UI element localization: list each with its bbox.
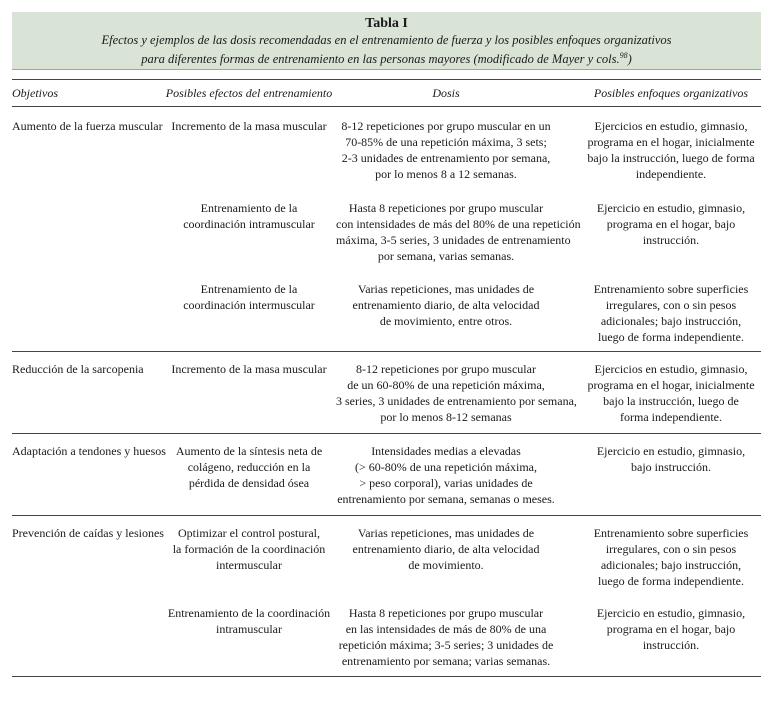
table-title: Tabla I xyxy=(365,16,408,31)
header-enfoques: Posibles enfoques organizativos xyxy=(593,86,749,100)
approach-text: luego de forma independiente. xyxy=(598,330,744,344)
dose-text: por semana, varias semanas. xyxy=(377,249,515,263)
dose-text: Intensidades medias a elevadas xyxy=(371,444,521,458)
dose-cell xyxy=(336,443,556,507)
approach-text: luego de forma independiente. xyxy=(598,574,744,588)
objective-text: Adaptación a tendones y huesos xyxy=(12,444,166,458)
header-dosis: Dosis xyxy=(432,86,460,100)
objective-cell xyxy=(12,443,166,459)
objective-cell xyxy=(12,361,162,377)
approach-text: adicionales; bajo instrucción, xyxy=(600,314,742,328)
dose-text: entrenamiento por semana; varias semanas. xyxy=(341,654,551,668)
effect-text: Aumento de la síntesis neta de xyxy=(175,444,323,458)
dose-text: 8-12 repeticiones por grupo muscular en un xyxy=(341,119,551,133)
header-top-rule xyxy=(12,79,761,80)
dose-text: por lo menos 8 a 12 semanas. xyxy=(375,167,517,181)
objective-cell xyxy=(12,118,162,134)
dose-text: (> 60-80% de una repetición máxima, xyxy=(354,460,538,474)
approach-cell xyxy=(576,443,766,475)
dose-text: Hasta 8 repeticiones por grupo muscular xyxy=(348,201,544,215)
effect-text: intramuscular xyxy=(216,622,282,636)
header-efectos: Posibles efectos del entrenamiento xyxy=(165,86,333,100)
dose-text: Hasta 8 repeticiones por grupo muscular xyxy=(348,606,544,620)
objective-cell xyxy=(12,525,162,541)
dose-text: repetición máxima; 3-5 series; 3 unidades de xyxy=(338,638,554,652)
approach-text: instrucción. xyxy=(642,233,700,247)
effect-text: Entrenamiento de la coordinación xyxy=(167,606,331,620)
approach-text: adicionales; bajo instrucción, xyxy=(600,558,742,572)
dose-text: 2-3 unidades de entrenamiento por semana, xyxy=(341,151,551,165)
dose-text: por lo menos 8-12 semanas xyxy=(380,410,512,424)
approach-text: independiente. xyxy=(635,167,707,181)
effect-text: Incremento de la masa muscular xyxy=(171,119,327,133)
approach-text: irregulares, con o sin pesos xyxy=(605,298,737,312)
dose-text: Varias repeticiones, mas unidades de xyxy=(357,282,535,296)
approach-text: Ejercicio en estudio, gimnasio, xyxy=(596,606,746,620)
approach-text: bajo la instrucción, luego de xyxy=(603,394,739,408)
objective-text: Prevención de caídas y lesiones xyxy=(12,526,164,540)
effect-text: Entrenamiento de la xyxy=(200,282,298,296)
dose-text: > peso corporal), varias unidades de xyxy=(359,476,533,490)
approach-text: programa en el hogar, bajo xyxy=(606,217,736,231)
dose-text: 70-85% de una repetición máxima, 3 sets; xyxy=(345,135,547,149)
dose-text: en las intensidades de más de 80% de una xyxy=(345,622,547,636)
effect-text: pérdida de densidad ósea xyxy=(188,476,310,490)
approach-cell xyxy=(576,118,766,182)
row-divider xyxy=(12,433,761,434)
dose-cell xyxy=(336,118,556,182)
dose-text: entrenamiento por semana, semanas o meses. xyxy=(337,492,555,506)
row-divider xyxy=(12,351,761,352)
effect-cell xyxy=(164,118,334,134)
header-bottom-rule xyxy=(12,106,761,107)
objective-text: Reducción de la sarcopenia xyxy=(12,362,144,376)
effect-text: Entrenamiento de la xyxy=(200,201,298,215)
subtitle-line-1: Efectos y ejemplos de las dosis recomendadas en el entrenamiento de fuerza y los posibles enfoques organizativos xyxy=(101,33,672,47)
dose-text: 8-12 repeticiones por grupo muscular xyxy=(356,362,536,376)
dose-text: entrenamiento diario, de alta velocidad xyxy=(352,542,540,556)
effect-text: Optimizar el control postural, xyxy=(178,526,320,540)
citation-superscript: 98 xyxy=(619,51,628,60)
effect-cell xyxy=(164,361,334,377)
row-divider xyxy=(12,515,761,516)
effect-text: intermuscular xyxy=(216,558,282,572)
approach-text: forma independiente. xyxy=(620,410,722,424)
dose-text: Varias repeticiones, mas unidades de xyxy=(357,526,535,540)
table-subtitle xyxy=(12,32,761,67)
effect-text: la formación de la coordinación xyxy=(172,542,326,556)
row-divider xyxy=(12,676,761,677)
subtitle-line-2-text: para diferentes formas de entrenamiento en las personas mayores (modificado de Mayer y cols. xyxy=(141,52,620,67)
objective-text: Aumento de la fuerza muscular xyxy=(12,119,163,133)
dose-cell xyxy=(336,525,556,573)
dose-text: de un 60-80% de una repetición máxima, xyxy=(347,378,545,392)
approach-text: Entrenamiento sobre superficies xyxy=(593,526,749,540)
effect-cell xyxy=(164,605,334,637)
approach-cell xyxy=(576,605,766,653)
dose-text: 3 series, 3 unidades de entrenamiento por semana, xyxy=(336,394,577,408)
approach-text: bajo instrucción. xyxy=(631,460,711,474)
effect-cell xyxy=(164,525,334,573)
dose-text: máxima, 3-5 series, 3 unidades de entrenamiento xyxy=(336,233,571,247)
approach-text: Ejercicios en estudio, gimnasio, xyxy=(594,362,748,376)
approach-text: Entrenamiento sobre superficies xyxy=(593,282,749,296)
dose-cell xyxy=(336,200,581,264)
dose-cell xyxy=(336,605,556,669)
approach-text: programa en el hogar, bajo xyxy=(606,622,736,636)
header-objetivos: Objetivos xyxy=(12,86,58,100)
subtitle-close-paren: ) xyxy=(627,52,632,67)
subtitle-line-2 xyxy=(12,48,761,67)
approach-text: irregulares, con o sin pesos xyxy=(605,542,737,556)
effect-text: Incremento de la masa muscular xyxy=(171,362,327,376)
approach-text: programa en el hogar, inicialmente xyxy=(587,378,755,392)
effect-cell xyxy=(164,443,334,491)
effect-cell xyxy=(164,200,334,232)
dose-text: de movimiento, entre otros. xyxy=(379,314,513,328)
approach-text: programa en el hogar, inicialmente xyxy=(587,135,755,149)
effect-text: colágeno, reducción en la xyxy=(187,460,311,474)
effect-cell xyxy=(164,281,334,313)
approach-text: Ejercicio en estudio, gimnasio, xyxy=(596,201,746,215)
dose-cell xyxy=(336,281,556,329)
effect-text: coordinación intermuscular xyxy=(183,298,315,312)
approach-text: bajo la instrucción, luego de forma xyxy=(587,151,755,165)
table-caption xyxy=(12,12,761,70)
dose-cell xyxy=(336,361,577,425)
approach-text: Ejercicios en estudio, gimnasio, xyxy=(594,119,748,133)
effect-text: coordinación intramuscular xyxy=(183,217,315,231)
approach-text: Ejercicio en estudio, gimnasio, xyxy=(596,444,746,458)
dose-text: entrenamiento diario, de alta velocidad xyxy=(352,298,540,312)
dose-text: con intensidades de más del 80% de una repetición xyxy=(336,217,581,231)
approach-cell xyxy=(576,281,766,345)
approach-cell xyxy=(576,361,766,425)
dose-text: de movimiento. xyxy=(408,558,484,572)
approach-cell xyxy=(576,200,766,248)
approach-cell xyxy=(576,525,766,589)
approach-text: instrucción. xyxy=(642,638,700,652)
